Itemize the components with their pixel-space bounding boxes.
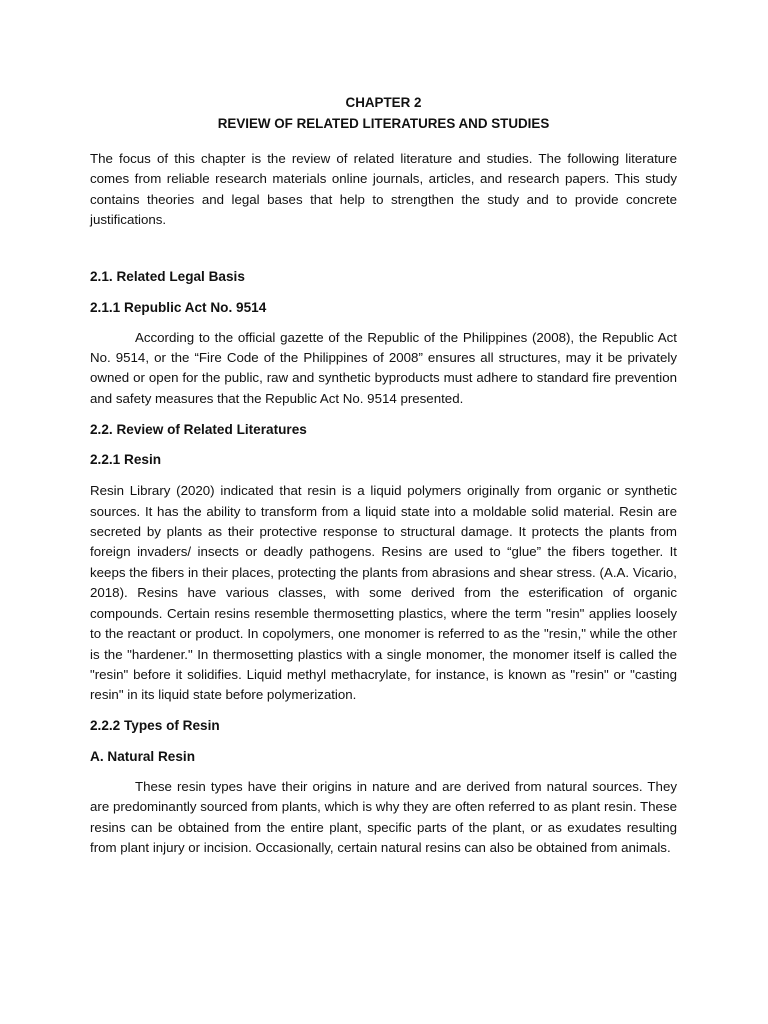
subsection-heading-types-of-resin: 2.2.2 Types of Resin — [90, 717, 220, 733]
subsection-heading-republic-act: 2.1.1 Republic Act No. 9514 — [90, 299, 267, 315]
chapter-header — [90, 0, 677, 134]
subsection-heading-natural-resin: A. Natural Resin — [90, 748, 195, 764]
chapter-title: REVIEW OF RELATED LITERATURES AND STUDIES — [217, 116, 550, 131]
natural-resin-paragraph: These resin types have their origins in nature and are derived from natural sources. They are predominantly sourced from plants, which is why they are often referred to as plant resin. These resins can be obtained from the entire plant, specific parts of the plant, or as exudates resulting from plant injury or incision. Occasionally, certain natural resins can also be obtained from animals. — [90, 778, 677, 855]
resin-paragraph: Resin Library (2020) indicated that resin is a liquid polymers originally from organic or synthetic sources. It has the ability to transform from a liquid state into a moldable solid material. Resin are secreted by plants as their protective response to structural damage. It protects the plants from foreign invaders/ insects or deadly pathogens. Resins are used to “glue” the fibers together. It keeps the fibers in their places, protecting the plants from abrasions and shear stress. (A.A. Vicario, 2018). Resins have various classes, with some derived from the esterification of organic compounds. Certain resins resemble thermosetting plastics, where the term "resin" applies loosely to the reactant or product. In copolymers, one monomer is referred to as the "resin," while the other is the "hardener." In thermosetting plastics with a single monomer, the monomer itself is called the "resin" before it solidifies. Liquid methyl methacrylate, for instance, is known as "resin" or "casting resin" in its liquid state before polymerization. — [90, 483, 677, 703]
intro-paragraph: The focus of this chapter is the review of related literature and studies. The following literature comes from reliable research materials online journals, articles, and research papers. This study contains theories and legal bases that help to strengthen the study and to provide concrete justifications. — [90, 151, 677, 228]
subsection-heading-resin: 2.2.1 Resin — [90, 452, 162, 468]
republic-act-paragraph: According to the official gazette of the Republic of the Philippines (2008), the Republic Act No. 9514, or the “Fire Code of the Philippines of 2008” ensures all structures, may it be privately owned or open for the public, raw and synthetic byproducts must adhere to standard fire prevention and safety measures that the Republic Act No. 9514 presented. — [90, 329, 677, 406]
section-heading-related-literatures: 2.2. Review of Related Literatures — [90, 422, 307, 438]
chapter-label: CHAPTER 2 — [345, 95, 422, 110]
section-heading-legal-basis: 2.1. Related Legal Basis — [90, 268, 245, 284]
